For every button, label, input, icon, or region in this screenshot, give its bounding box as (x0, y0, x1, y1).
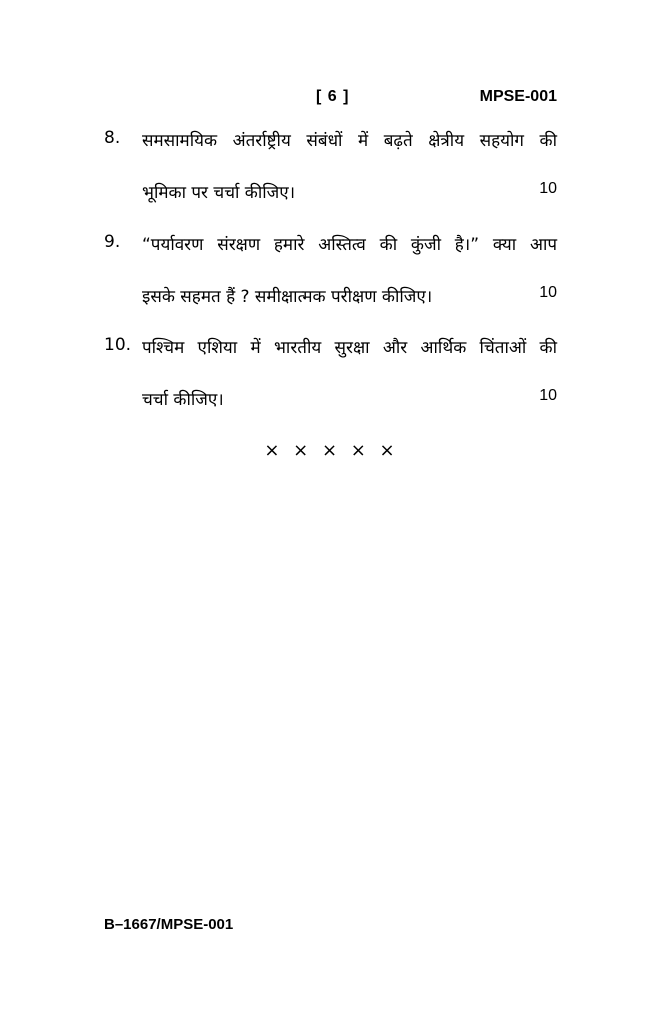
question-number: 8. (104, 128, 121, 148)
question-marks: 10 (539, 180, 557, 197)
question-text-line: इसके सहमत हैं ? समीक्षात्मक परीक्षण कीजिए। (142, 287, 433, 307)
question-text-line: “पर्यावरण संरक्षण हमारे अस्तित्व की कुंजी है।” क्या आप (142, 235, 557, 255)
question-number: 10. (104, 335, 132, 355)
page-number: [ 6 ] (316, 88, 350, 105)
question-number: 9. (104, 232, 121, 252)
question-text-line: समसामयिक अंतर्राष्ट्रीय संबंधों में बढ़ते क्षेत्रीय सहयोग की (142, 131, 557, 151)
paper-code: B–1667/MPSE-001 (104, 916, 234, 933)
question-text-line: पश्चिम एशिया में भारतीय सुरक्षा और आर्थिक चिंताओं की (142, 338, 557, 358)
question-marks: 10 (539, 387, 557, 404)
question-text-line: भूमिका पर चर्चा कीजिए। (142, 183, 296, 203)
end-of-paper-mark: × × × × × (264, 440, 399, 461)
question-text-line: चर्चा कीजिए। (142, 390, 224, 410)
question-marks: 10 (539, 284, 557, 301)
course-code: MPSE-001 (479, 88, 557, 105)
